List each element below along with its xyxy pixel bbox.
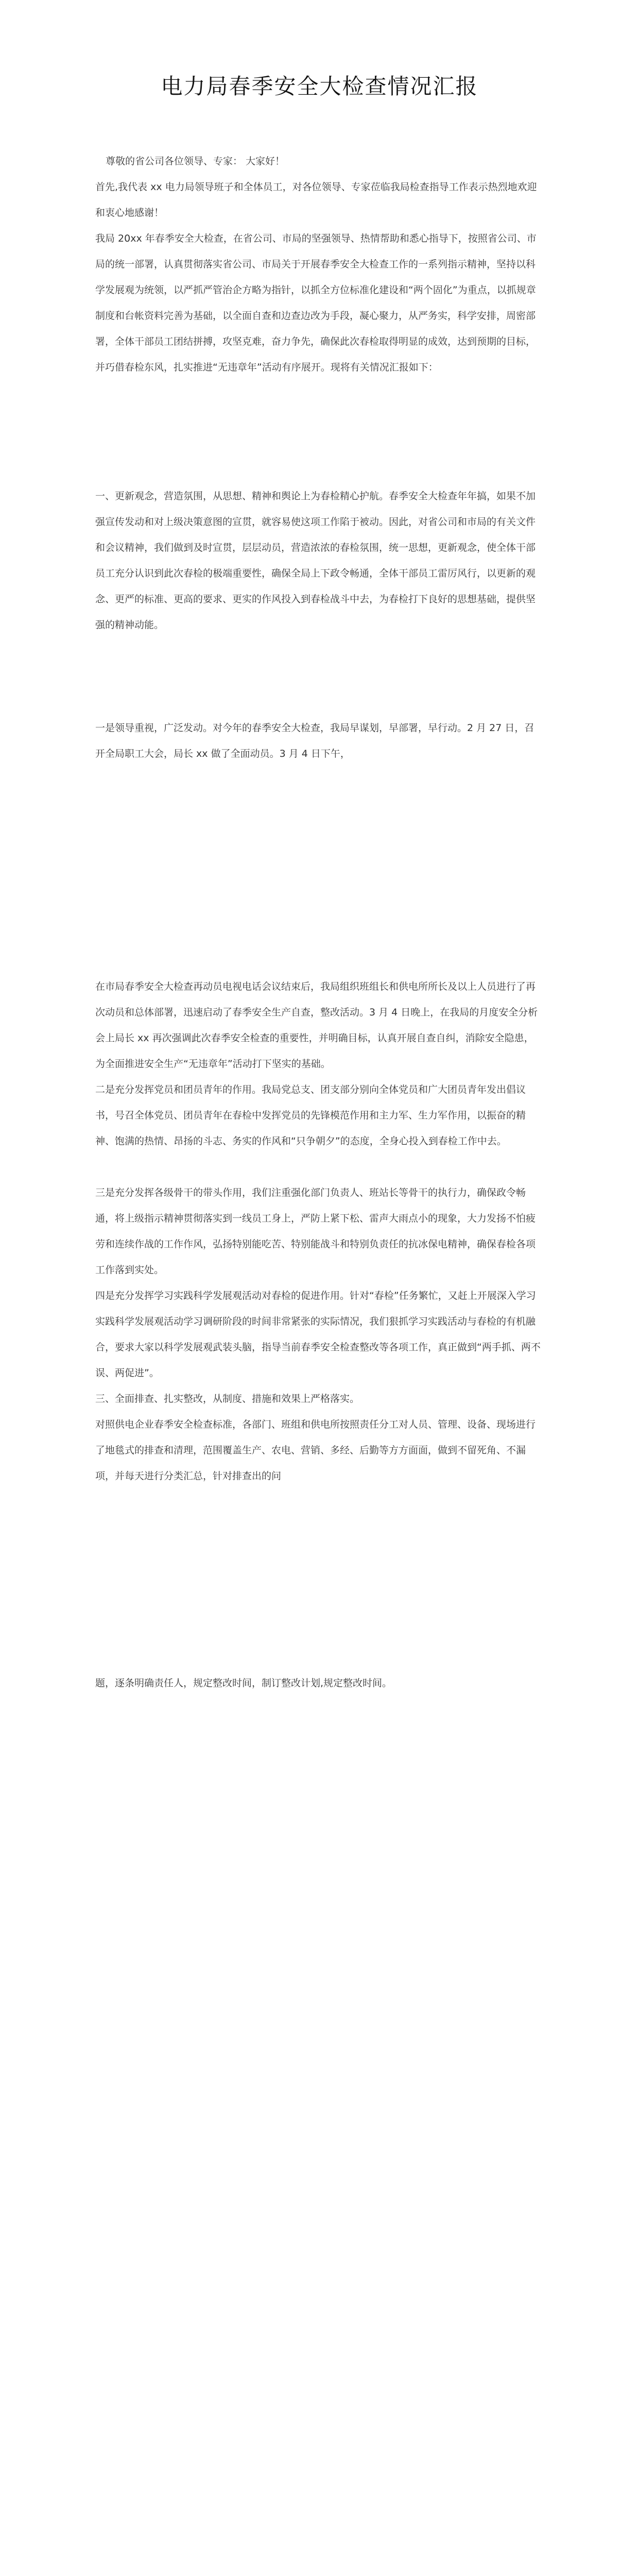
greeting: 尊敬的省公司各位领导、专家： 大家好！ bbox=[106, 156, 285, 167]
paragraph-rectification: 题，逐条明确责任人，规定整改时间，制订整改计划,规定整改时间。 bbox=[95, 1677, 392, 1689]
paragraph-leadership: 一是领导重视，广泛发动。对今年的春季安全大检查，我局早谋划，早部署，早行动。2 月 27 日，召开全局职工大会，局长 xx 做了全面动员。3 月 4 日下午， bbox=[95, 722, 534, 759]
document-title: 电力局春季安全大检查情况汇报 bbox=[161, 74, 478, 99]
paragraph-section-three: 三、全面排查、扎实整改，从制度、措施和效果上严格落实。 bbox=[95, 1393, 360, 1404]
paragraph-section-one: 一、更新观念，营造氛围，从思想、精神和舆论上为春检精心护航。春季安全大检查年年搞，如果不加强宣传发动和对上级决策意图的宣贯，就容易使这项工作陷于被动。因此，对省公司和市局的有关文件和会议精神，我们做到及时宣贯，层层动员，营造浓浓的春检氛围，统一思想，更新观念，使全体干部员工充分认识到此次春检的极端重要性，确保全局上下政令畅通，全体干部员工雷厉风行，以更新的观念、更严的标准、更高的要求、更实的作风投入到春检战斗中去，为春检打下良好的思想基础，提供坚强的精神动能。 bbox=[95, 490, 536, 631]
paragraph-inspection: 对照供电企业春季安全检查标准，各部门、班组和供电所按照责任分工对人员、管理、设备、现场进行了地毯式的排查和清理，范围覆盖生产、农电、营销、多经、后勤等方方面面，做到不留死角、不漏项，并每天进行分类汇总，针对排查出的问 bbox=[95, 1419, 536, 1482]
paragraph-remobilization: 在市局春季安全大检查再动员电视电话会议结束后，我局组织班组长和供电所所长及以上人员进行了再次动员和总体部署，迅速启动了春季安全生产自查，整改活动。3 月 4 日晚上，在我局的月度安全分析会上局长 xx 再次强调此次春季安全检查的重要性，并明确目标，认真开展自查自纠，消除安全隐患，为全面推进安全生产“无违章年”活动打下坚实的基础。 bbox=[95, 981, 538, 1070]
paragraph-intro: 首先,我代表 xx 电力局领导班子和全体员工，对各位领导、专家莅临我局检查指导工作表示热烈地欢迎和衷心地感谢！ bbox=[95, 181, 537, 218]
paragraph-party-members: 二是充分发挥党员和团员青年的作用。我局党总支、团支部分别向全体党员和广大团员青年发出倡议书，号召全体党员、团员青年在春检中发挥党员的先锋模范作用和主力军、生力军作用，以振奋的精神、饱满的热情、昂扬的斗志、务实的作风和“只争朝夕”的态度，全身心投入到春检工作中去。 bbox=[95, 1084, 526, 1147]
paragraph-backbone: 三是充分发挥各级骨干的带头作用，我们注重强化部门负责人、班站长等骨干的执行力，确保政令畅通，将上级指示精神贯彻落实到一线员工身上，严防上紧下松、雷声大雨点小的现象，大力发扬不怕疲劳和连续作战的工作作风，弘扬特别能吃苦、特别能战斗和特别负责任的抗冰保电精神，确保春检各项工作落到实处。 bbox=[95, 1187, 536, 1276]
paragraph-scientific-development: 四是充分发挥学习实践科学发展观活动对春检的促进作用。针对“春检”任务繁忙，又赶上开展深入学习实践科学发展观活动学习调研阶段的时间非常紧张的实际情况，我们狠抓学习实践活动与春检的有机融合，要求大家以科学发展观武装头脑，指导当前春季安全检查整改等各项工作，真正做到“两手抓、两不误、两促进”。 bbox=[95, 1290, 541, 1379]
paragraph-overview: 我局 20xx 年春季安全大检查，在省公司、市局的坚强领导、热情帮助和悉心指导下，按照省公司、市局的统一部署，认真贯彻落实省公司、市局关于开展春季安全大检查工作的一系列指示精神，坚持以科学发展观为统领，以严抓严管治企方略为指针，以抓全方位标准化建设和“两个固化”为重点，以抓规章制度和台帐资料完善为基础，以全面自查和边查边改为手段，凝心聚力，从严务实，科学安排，周密部署，全体干部员工团结拼搏，攻坚克难，奋力争先，确保此次春检取得明显的成效，达到预期的目标，并巧借春检东风，扎实推进“无违章年”活动有序展开。现将有关情况汇报如下： bbox=[95, 233, 537, 373]
